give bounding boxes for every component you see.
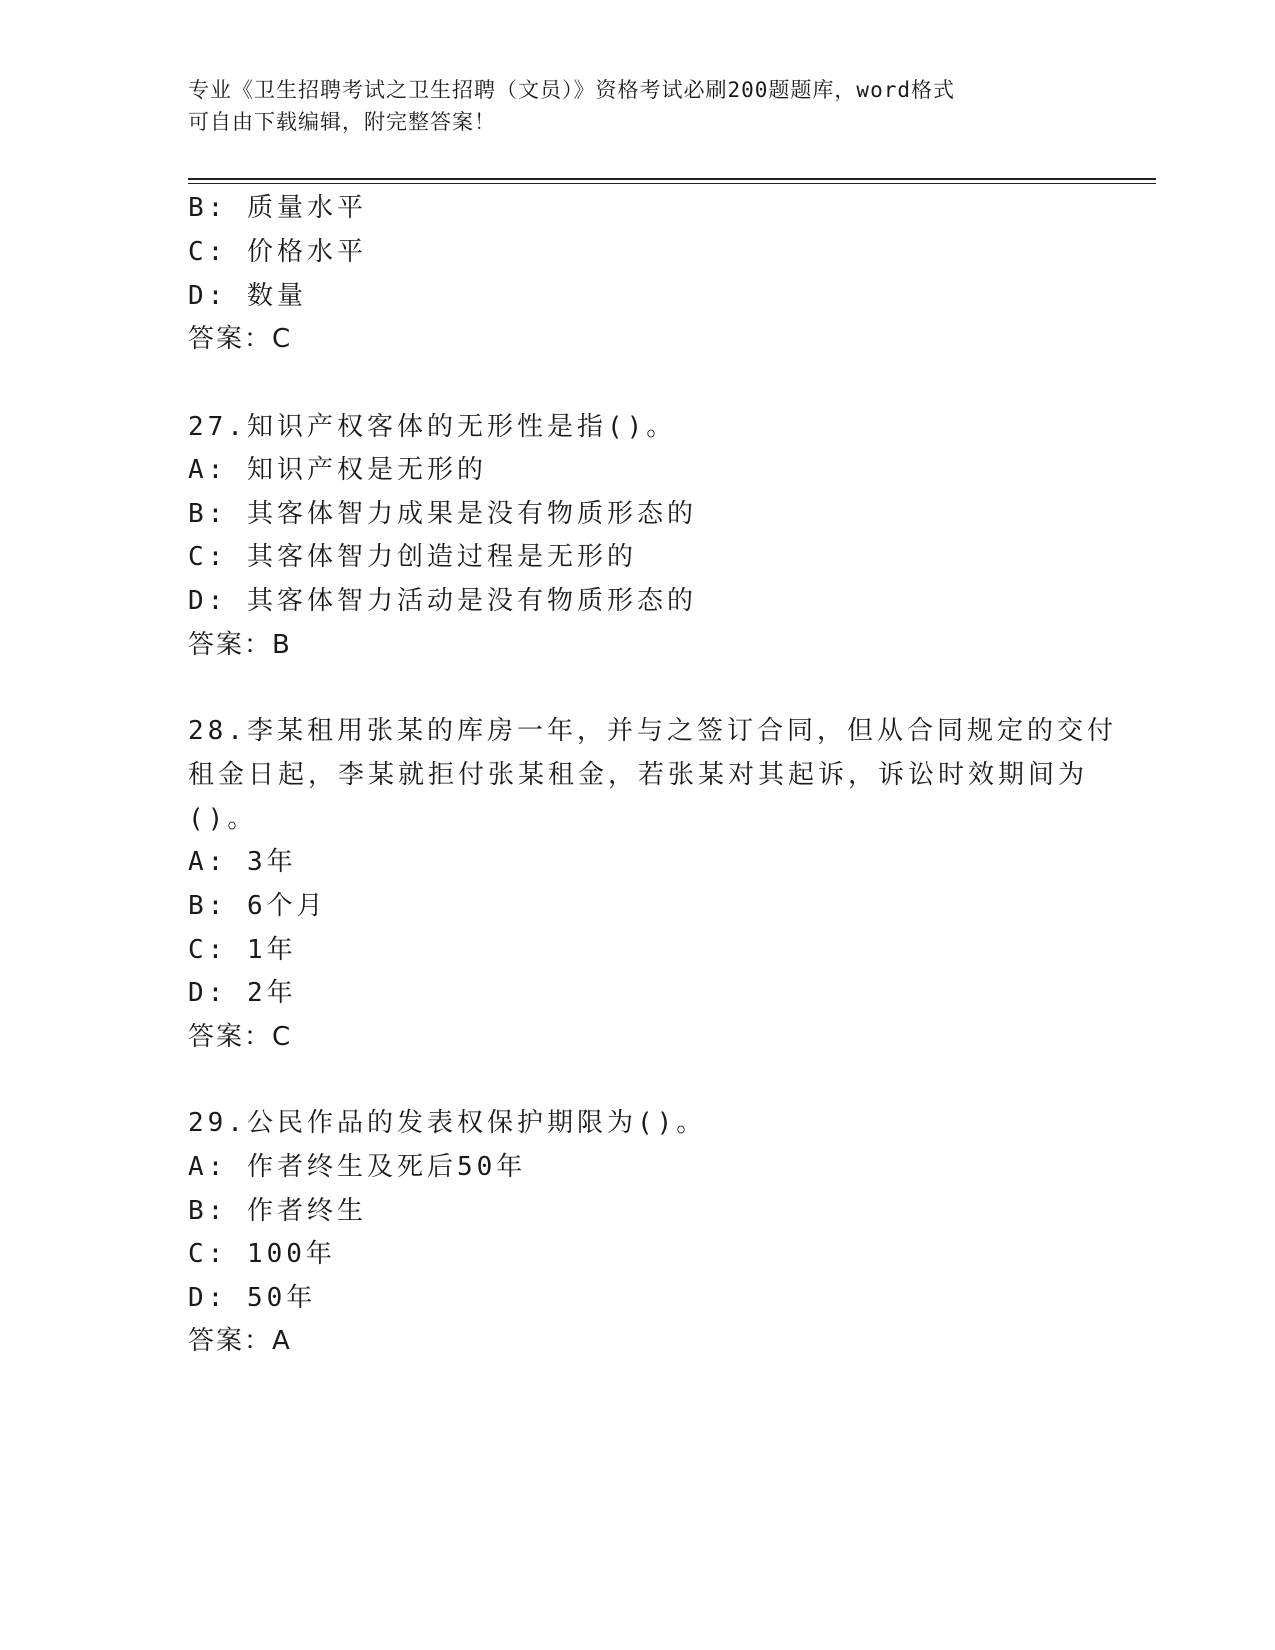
- q28-option-d: D: 2年: [188, 978, 297, 1008]
- q26-option-c: C: 价格水平: [188, 237, 367, 267]
- q28-answer: 答案：C: [188, 1022, 293, 1052]
- q26-option-b: B: 质量水平: [188, 193, 367, 223]
- document-header: [188, 74, 1088, 138]
- q28-question-line-3: ()。: [188, 804, 258, 834]
- header-line-1: 专业《卫生招聘考试之卫生招聘（文员）》资格考试必刷200题题库，word格式: [188, 78, 955, 102]
- q28-option-b: B: 6个月: [188, 891, 327, 921]
- q29-answer: 答案：A: [188, 1326, 292, 1356]
- q27-answer: 答案：B: [188, 630, 292, 660]
- q27-option-a: A: 知识产权是无形的: [188, 455, 487, 485]
- q27-question: 27.知识产权客体的无形性是指()。: [188, 412, 677, 442]
- q29-option-c: C: 100年: [188, 1239, 336, 1269]
- q28-question-line-1: 28.李某租用张某的库房一年，并与之签订合同，但从合同规定的交付: [188, 716, 1117, 746]
- q29-question: 29.公民作品的发表权保护期限为()。: [188, 1108, 707, 1138]
- q27-option-d: D: 其客体智力活动是没有物质形态的: [188, 586, 697, 616]
- header-rule-thin: [188, 183, 1156, 184]
- q28-option-c: C: 1年: [188, 935, 297, 965]
- q28-question-line-2: 租金日起，李某就拒付张某租金，若张某对其起诉，诉讼时效期间为: [188, 760, 1089, 790]
- q27-option-b: B: 其客体智力成果是没有物质形态的: [188, 499, 697, 529]
- header-rule-thick: [188, 178, 1156, 180]
- q26-option-d: D: 数量: [188, 281, 307, 311]
- q29-option-a: A: 作者终生及死后50年: [188, 1152, 527, 1182]
- q29-option-d: D: 50年: [188, 1283, 317, 1313]
- q27-option-c: C: 其客体智力创造过程是无形的: [188, 542, 637, 572]
- q28-option-a: A: 3年: [188, 847, 297, 877]
- q29-option-b: B: 作者终生: [188, 1196, 367, 1226]
- header-line-2: 可自由下载编辑，附完整答案！: [188, 110, 496, 134]
- q26-answer: 答案：C: [188, 324, 293, 354]
